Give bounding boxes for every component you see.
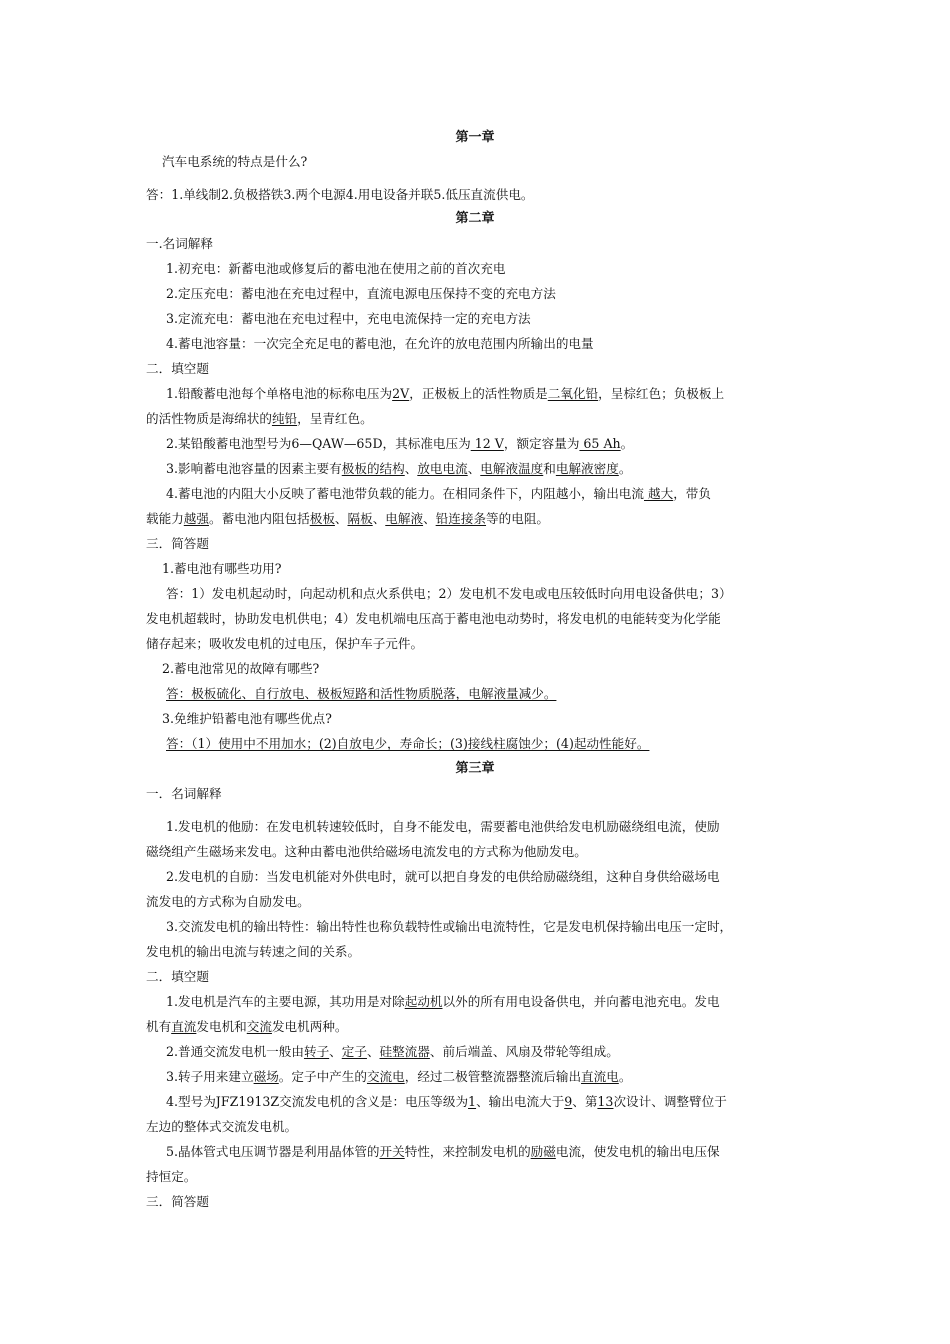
fill-blank-item: 4.型号为JFZ1913Z交流发电机的含义是：电压等级为1、输出电流大于9、第13次设计、调整臂位于: [166, 1094, 727, 1109]
blank-answer: 极板的结构: [341, 461, 405, 476]
short-answer-question: 1.蓄电池有哪些功用?: [162, 561, 282, 576]
fill-blank-item: 2.某铅酸蓄电池型号为6—QAW—65D，其标准电压为 12 V，额定容量为 65 Ah。: [166, 436, 634, 451]
fill-blank-item: 3.转子用来建立磁场。定子中产生的交流电，经过二极管整流器整流后输出直流电。: [166, 1069, 632, 1084]
blank-answer: 12 V: [470, 436, 504, 451]
short-answer-text: 答：（1）使用中不用加水；(2)自放电少，寿命长；(3)接线柱腐蚀少；(4)起动性能好。: [166, 736, 650, 751]
blank-answer: 放电电流: [417, 461, 468, 476]
blank-answer: 电解液: [385, 511, 424, 526]
blank-answer: 起动机: [404, 994, 443, 1009]
blank-answer: 9: [564, 1094, 573, 1109]
term-definition-cont: 发电机的输出电流与转速之间的关系。: [146, 944, 361, 959]
blank-answer: 65 Ah: [579, 436, 621, 451]
blank-answer: 越强: [183, 511, 209, 526]
blank-answer: 隔板: [347, 511, 373, 526]
chapter-3-title: 第三章: [455, 761, 495, 776]
term-definition: 1.初充电：新蓄电池或修复后的蓄电池在使用之前的首次充电: [166, 261, 506, 276]
blank-answer: 电解液密度: [555, 461, 619, 476]
blank-answer: 纯铅: [271, 411, 298, 426]
chapter-2-title: 第二章: [455, 211, 495, 226]
short-answer-text: 储存起来；吸收发电机的过电压，保护车子元件。: [146, 636, 424, 651]
blank-answer: 铅连接条: [435, 511, 487, 526]
chapter-1-title: 第一章: [455, 130, 495, 145]
blank-answer: 磁场: [253, 1069, 279, 1084]
fill-blank-item: 5.晶体管式电压调节器是利用晶体管的开关特性，来控制发电机的励磁电流，使发电机的输出电压保: [166, 1144, 720, 1159]
blank-answer: 1: [468, 1094, 477, 1109]
fill-blank-item-cont: 持恒定。: [146, 1169, 197, 1184]
section-heading: 二．填空题: [146, 969, 209, 984]
blank-answer: 励磁: [530, 1144, 556, 1159]
blank-answer: 开关: [379, 1144, 405, 1159]
fill-blank-item-cont: 左边的整体式交流发电机。: [146, 1119, 298, 1134]
section-heading: 三．简答题: [146, 1194, 209, 1209]
blank-answer: 极板: [309, 511, 335, 526]
term-definition-cont: 流发电的方式称为自励发电。: [146, 894, 310, 909]
term-definition: 2.发电机的自励：当发电机能对外供电时，就可以把自身发的电供给励磁绕组，这种自身供给磁场电: [166, 869, 720, 884]
blank-answer: 交流: [246, 1019, 272, 1034]
fill-blank-item: 3.影响蓄电池容量的因素主要有极板的结构、放电电流、电解液温度和电解液密度。: [166, 461, 632, 476]
term-definition: 3.定流充电：蓄电池在充电过程中，充电电流保持一定的充电方法: [166, 311, 531, 326]
blank-answer: 二氧化铅: [547, 386, 599, 401]
fill-blank-item-cont: 的活性物质是海绵状的纯铅，呈青红色。: [146, 411, 373, 426]
term-definition: 1.发电机的他励：在发电机转速较低时，自身不能发电，需要蓄电池供给发电机励磁绕组电流，使励: [166, 819, 720, 834]
short-answer-text: 发电机超载时，协助发电机供电；4）发电机端电压高于蓄电池电动势时，将发电机的电能转变为化学能: [146, 611, 721, 626]
blank-answer: 定子: [341, 1044, 367, 1059]
blank-answer: 13: [597, 1094, 614, 1109]
blank-answer: 2V: [392, 386, 410, 401]
section-heading: 一.名词解释: [146, 236, 213, 251]
term-definition: 4.蓄电池容量：一次完全充足电的蓄电池，在允许的放电范围内所输出的电量: [166, 336, 594, 351]
chapter-1-answer: 答：1.单线制2.负极搭铁3.两个电源4.用电设备并联5.低压直流供电。: [146, 187, 534, 202]
blank-answer: 直流: [171, 1019, 197, 1034]
term-definition: 3.交流发电机的输出特性：输出特性也称负载特性或输出电流特性，它是发电机保持输出电压一定时，: [166, 919, 733, 934]
short-answer-text: 答：1）发电机起动时，向起动机和点火系供电；2）发电机不发电或电压较低时向用电设备供电；3）: [166, 586, 732, 601]
blank-answer: 电解液温度: [480, 461, 544, 476]
chapter-1-question: 汽车电系统的特点是什么?: [162, 154, 308, 169]
fill-blank-item-cont: 载能力越强。蓄电池内阻包括极板、隔板、电解液、铅连接条等的电阻。: [146, 511, 549, 526]
short-answer-text: 答：极板硫化、自行放电、极板短路和活性物质脱落，电解液量减少。: [166, 686, 557, 701]
section-heading: 二．填空题: [146, 361, 209, 376]
blank-answer: 交流电: [366, 1069, 405, 1084]
section-heading: 一．名词解释: [146, 786, 222, 801]
fill-blank-item: 1.铅酸蓄电池每个单格电池的标称电压为2V，正极板上的活性物质是二氧化铅，呈棕红色；负极板上: [166, 386, 725, 401]
term-definition-cont: 磁绕组产生磁场来发电。这种由蓄电池供给磁场电流发电的方式称为他励发电。: [146, 844, 587, 859]
blank-answer: 硅整流器: [379, 1044, 430, 1059]
section-heading: 三．简答题: [146, 536, 209, 551]
fill-blank-item-cont: 机有直流发电机和交流发电机两种。: [146, 1019, 348, 1034]
blank-answer: 越大: [644, 486, 674, 501]
short-answer-question: 3.免维护铅蓄电池有哪些优点?: [162, 711, 332, 726]
fill-blank-item: 2.普通交流发电机一般由转子、定子、硅整流器、前后端盖、风扇及带轮等组成。: [166, 1044, 619, 1059]
fill-blank-item: 1.发电机是汽车的主要电源，其功用是对除起动机以外的所有用电设备供电，并向蓄电池充电。发电: [166, 994, 720, 1009]
short-answer-question: 2.蓄电池常见的故障有哪些?: [162, 661, 320, 676]
fill-blank-item: 4.蓄电池的内阻大小反映了蓄电池带负载的能力。在相同条件下，内阻越小，输出电流 越大，带负: [166, 486, 711, 501]
blank-answer: 直流电: [581, 1069, 619, 1084]
blank-answer: 转子: [303, 1044, 330, 1059]
term-definition: 2.定压充电：蓄电池在充电过程中，直流电源电压保持不变的充电方法: [166, 286, 556, 301]
